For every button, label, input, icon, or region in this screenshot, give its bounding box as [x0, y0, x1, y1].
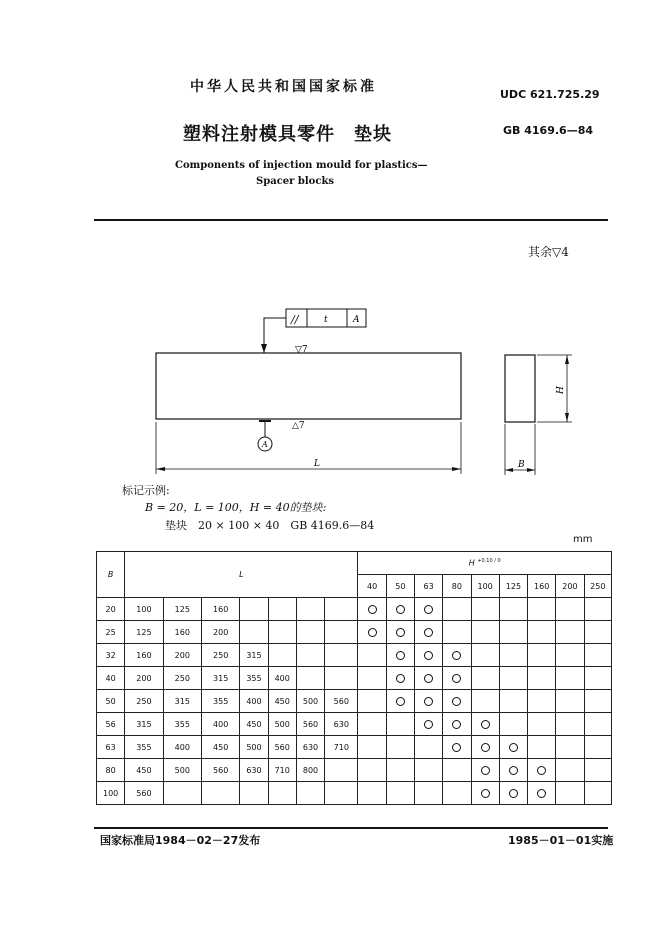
- cell-h: [358, 713, 386, 736]
- example-label: 标记示例:: [122, 484, 170, 497]
- cell-l: 125: [125, 621, 163, 644]
- cell-l: 560: [125, 782, 163, 805]
- cell-l: 630: [325, 713, 358, 736]
- availability-circle-icon: [509, 743, 518, 752]
- cell-h: [584, 736, 611, 759]
- availability-circle-icon: [424, 651, 433, 660]
- availability-circle-icon: [537, 766, 546, 775]
- cell-h: [386, 667, 414, 690]
- udc-code: UDC 621.725.29: [500, 88, 600, 101]
- cell-h: [528, 667, 556, 690]
- unit-label: mm: [573, 534, 593, 545]
- cell-h: [358, 644, 386, 667]
- availability-circle-icon: [481, 766, 490, 775]
- cell-h: [358, 759, 386, 782]
- cell-h: [386, 759, 414, 782]
- availability-circle-icon: [452, 697, 461, 706]
- table-row: [97, 713, 612, 736]
- h-value-header: 125: [499, 575, 527, 598]
- example-line1: B = 20，L = 100，H = 40的垫块:: [145, 501, 327, 514]
- cell-h: [414, 736, 442, 759]
- cell-h: [471, 690, 499, 713]
- cell-h: [556, 713, 584, 736]
- cell-l: [163, 782, 201, 805]
- cell-h: [584, 667, 611, 690]
- gb-code: GB 4169.6—84: [503, 124, 593, 137]
- cell-h: [556, 690, 584, 713]
- footer-divider: [94, 827, 608, 829]
- cell-h: [528, 644, 556, 667]
- cell-h: [358, 598, 386, 621]
- col-header-l: L: [125, 552, 358, 598]
- height-dimension-label: H: [556, 386, 566, 394]
- cell-h: [584, 621, 611, 644]
- col-header-b: B: [97, 552, 125, 598]
- cell-l: 400: [163, 736, 201, 759]
- availability-circle-icon: [452, 720, 461, 729]
- cell-l: 100: [125, 598, 163, 621]
- table-row: [97, 667, 612, 690]
- cell-l: 315: [201, 667, 239, 690]
- cell-l: 400: [201, 713, 239, 736]
- cell-h: [528, 690, 556, 713]
- tolerance-frame: [261, 309, 366, 353]
- cell-l: [268, 644, 296, 667]
- availability-circle-icon: [452, 743, 461, 752]
- cell-l: 355: [240, 667, 268, 690]
- cell-h: [471, 736, 499, 759]
- cell-h: [414, 782, 442, 805]
- cell-h: [358, 621, 386, 644]
- cell-h: [499, 759, 527, 782]
- availability-circle-icon: [452, 674, 461, 683]
- cell-b: 63: [97, 736, 125, 759]
- datum-marker: [258, 421, 272, 451]
- cell-h: [556, 736, 584, 759]
- cell-h: [584, 644, 611, 667]
- cell-h: [499, 713, 527, 736]
- side-view-block: [505, 355, 535, 422]
- cell-h: [584, 598, 611, 621]
- cell-l: 250: [163, 667, 201, 690]
- cell-h: [528, 621, 556, 644]
- cell-l: 630: [240, 759, 268, 782]
- cell-h: [528, 782, 556, 805]
- cell-h: [414, 713, 442, 736]
- cell-l: 315: [163, 690, 201, 713]
- cell-h: [358, 736, 386, 759]
- dimension-table: [96, 551, 612, 805]
- availability-circle-icon: [424, 628, 433, 637]
- cell-l: [296, 598, 324, 621]
- availability-circle-icon: [537, 789, 546, 798]
- cell-h: [414, 667, 442, 690]
- cell-h: [386, 621, 414, 644]
- english-title-line1: Components of injection mould for plastics—: [175, 160, 428, 171]
- cell-h: [443, 736, 471, 759]
- cell-l: [240, 598, 268, 621]
- table-row: [97, 782, 612, 805]
- tolerance-value: t: [324, 315, 328, 325]
- finish-bottom-mark: △7: [292, 421, 305, 431]
- cell-l: 355: [163, 713, 201, 736]
- cell-l: 500: [296, 690, 324, 713]
- cell-l: [296, 782, 324, 805]
- cell-l: [325, 621, 358, 644]
- cell-l: 160: [125, 644, 163, 667]
- national-standard-heading: 中华人民共和国国家标准: [190, 79, 377, 95]
- cell-l: [296, 667, 324, 690]
- table-row: [97, 644, 612, 667]
- cell-l: 160: [163, 621, 201, 644]
- cell-h: [443, 690, 471, 713]
- cell-h: [556, 667, 584, 690]
- cell-h: [556, 621, 584, 644]
- page-title: 塑料注射模具零件 垫块: [183, 124, 392, 145]
- cell-l: [325, 782, 358, 805]
- h-value-header: 80: [443, 575, 471, 598]
- cell-l: 500: [163, 759, 201, 782]
- cell-l: [325, 598, 358, 621]
- cell-h: [499, 621, 527, 644]
- cell-h: [414, 644, 442, 667]
- cell-h: [556, 759, 584, 782]
- availability-circle-icon: [368, 605, 377, 614]
- cell-l: 250: [125, 690, 163, 713]
- availability-circle-icon: [368, 628, 377, 637]
- h-value-header: 63: [414, 575, 442, 598]
- cell-h: [443, 782, 471, 805]
- h-value-header: 200: [556, 575, 584, 598]
- cell-h: [443, 644, 471, 667]
- availability-circle-icon: [396, 605, 405, 614]
- availability-circle-icon: [424, 605, 433, 614]
- availability-circle-icon: [424, 720, 433, 729]
- cell-h: [386, 736, 414, 759]
- cell-l: 710: [325, 736, 358, 759]
- cell-l: [296, 621, 324, 644]
- cell-h: [584, 690, 611, 713]
- cell-l: 250: [201, 644, 239, 667]
- cell-l: 500: [268, 713, 296, 736]
- availability-circle-icon: [424, 674, 433, 683]
- cell-l: [268, 782, 296, 805]
- issue-date: 国家标准局1984－02－27发布: [100, 834, 261, 847]
- availability-circle-icon: [396, 697, 405, 706]
- table-row: [97, 690, 612, 713]
- cell-l: 450: [268, 690, 296, 713]
- cell-l: 355: [125, 736, 163, 759]
- cell-l: 315: [125, 713, 163, 736]
- table-row: [97, 759, 612, 782]
- cell-l: 800: [296, 759, 324, 782]
- cell-b: 50: [97, 690, 125, 713]
- cell-l: 560: [201, 759, 239, 782]
- availability-circle-icon: [396, 674, 405, 683]
- cell-h: [556, 782, 584, 805]
- cell-l: 400: [268, 667, 296, 690]
- cell-b: 56: [97, 713, 125, 736]
- cell-h: [556, 598, 584, 621]
- cell-h: [471, 782, 499, 805]
- length-dimension-label: L: [314, 459, 320, 469]
- cell-l: [268, 621, 296, 644]
- h-value-header: 160: [528, 575, 556, 598]
- availability-circle-icon: [396, 628, 405, 637]
- availability-circle-icon: [481, 720, 490, 729]
- english-title-line2: Spacer blocks: [256, 176, 335, 187]
- cell-h: [471, 759, 499, 782]
- cell-b: 100: [97, 782, 125, 805]
- cell-l: 500: [240, 736, 268, 759]
- cell-l: 630: [296, 736, 324, 759]
- cell-h: [584, 782, 611, 805]
- cell-l: 560: [268, 736, 296, 759]
- cell-l: 710: [268, 759, 296, 782]
- col-header-h: H $^{+0.10 / 0}$: [358, 552, 612, 575]
- cell-h: [584, 713, 611, 736]
- cell-l: [201, 782, 239, 805]
- h-tolerance: +0.10 / 0: [477, 558, 501, 565]
- h-value-header: 50: [386, 575, 414, 598]
- cell-h: [499, 644, 527, 667]
- cell-b: 80: [97, 759, 125, 782]
- cell-l: 450: [201, 736, 239, 759]
- cell-h: [414, 759, 442, 782]
- datum-reference: A: [353, 315, 360, 325]
- cell-h: [414, 598, 442, 621]
- cell-h: [471, 667, 499, 690]
- cell-l: 450: [125, 759, 163, 782]
- cell-h: [471, 713, 499, 736]
- cell-l: 560: [325, 690, 358, 713]
- cell-h: [471, 621, 499, 644]
- cell-l: 200: [163, 644, 201, 667]
- cell-h: [499, 736, 527, 759]
- datum-label: A: [262, 440, 268, 449]
- cell-b: 32: [97, 644, 125, 667]
- cell-l: [325, 667, 358, 690]
- cell-b: 20: [97, 598, 125, 621]
- availability-circle-icon: [509, 766, 518, 775]
- cell-h: [528, 759, 556, 782]
- availability-circle-icon: [424, 697, 433, 706]
- cell-h: [499, 667, 527, 690]
- availability-circle-icon: [509, 789, 518, 798]
- cell-l: 355: [201, 690, 239, 713]
- cell-h: [471, 644, 499, 667]
- availability-circle-icon: [396, 651, 405, 660]
- effective-date: 1985－01－01实施: [508, 834, 614, 847]
- cell-h: [358, 690, 386, 713]
- cell-h: [358, 667, 386, 690]
- cell-l: [240, 621, 268, 644]
- h-value-header: 100: [471, 575, 499, 598]
- cell-l: [296, 644, 324, 667]
- availability-circle-icon: [481, 789, 490, 798]
- cell-h: [528, 736, 556, 759]
- width-dimension-label: B: [518, 460, 525, 470]
- cell-h: [443, 598, 471, 621]
- availability-circle-icon: [452, 651, 461, 660]
- cell-h: [471, 598, 499, 621]
- cell-h: [443, 621, 471, 644]
- cell-l: 315: [240, 644, 268, 667]
- h-value-header: 250: [584, 575, 611, 598]
- availability-circle-icon: [481, 743, 490, 752]
- table-row: [97, 598, 612, 621]
- cell-h: [386, 644, 414, 667]
- cell-h: [499, 598, 527, 621]
- cell-h: [443, 759, 471, 782]
- cell-h: [443, 713, 471, 736]
- cell-l: 160: [201, 598, 239, 621]
- finish-top-mark: ▽7: [295, 345, 308, 355]
- cell-h: [386, 713, 414, 736]
- cell-l: 560: [296, 713, 324, 736]
- cell-h: [386, 598, 414, 621]
- cell-l: 400: [240, 690, 268, 713]
- cell-l: [325, 759, 358, 782]
- cell-l: [325, 644, 358, 667]
- cell-h: [414, 690, 442, 713]
- roughness-note: 其余▽4: [528, 245, 569, 259]
- cell-l: [240, 782, 268, 805]
- cell-h: [499, 782, 527, 805]
- cell-h: [414, 621, 442, 644]
- cell-h: [358, 782, 386, 805]
- cell-l: 200: [125, 667, 163, 690]
- example-line2: 垫块 20 × 100 × 40 GB 4169.6—84: [165, 519, 375, 532]
- table-row: [97, 736, 612, 759]
- cell-h: [556, 644, 584, 667]
- cell-h: [443, 667, 471, 690]
- cell-h: [499, 690, 527, 713]
- table-row: [97, 621, 612, 644]
- cell-h: [528, 713, 556, 736]
- cell-h: [584, 759, 611, 782]
- parallelism-symbol: //: [291, 313, 299, 326]
- cell-b: 40: [97, 667, 125, 690]
- cell-h: [386, 690, 414, 713]
- cell-b: 25: [97, 621, 125, 644]
- front-view-block: [156, 353, 461, 419]
- cell-h: [528, 598, 556, 621]
- cell-l: 450: [240, 713, 268, 736]
- cell-l: [268, 598, 296, 621]
- cell-h: [386, 782, 414, 805]
- cell-l: 125: [163, 598, 201, 621]
- h-value-header: 40: [358, 575, 386, 598]
- cell-l: 200: [201, 621, 239, 644]
